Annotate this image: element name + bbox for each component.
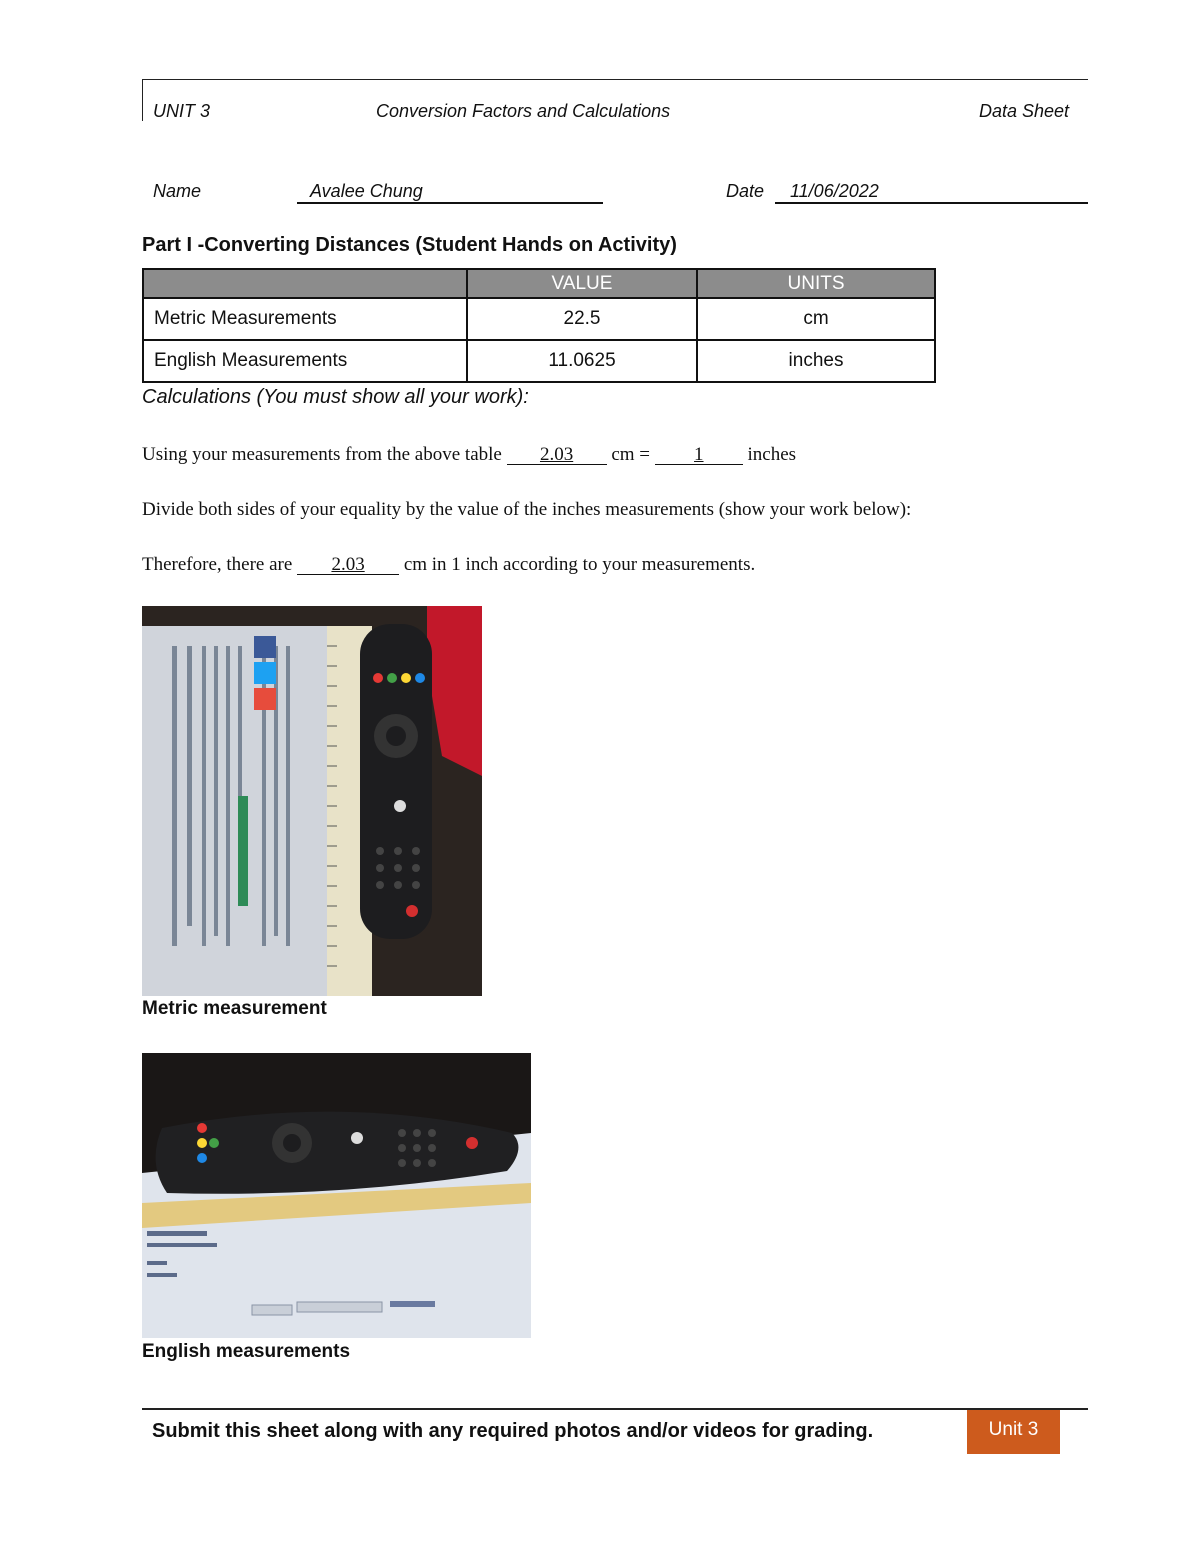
header-unit: UNIT 3	[153, 101, 211, 121]
calc-line-3	[142, 554, 755, 576]
row-value: 22.5	[467, 298, 697, 340]
english-caption: English measurements	[142, 1341, 351, 1362]
calculations-label: Calculations (You must show all your work):	[142, 386, 529, 408]
row-label: Metric Measurements	[143, 298, 467, 340]
inch-value: 1	[694, 444, 704, 465]
header-rule	[142, 79, 1088, 80]
unit-badge: Unit 3	[967, 1410, 1060, 1454]
calc-line-3-prefix: Therefore, there are	[142, 554, 293, 575]
cm-value: 2.03	[539, 444, 574, 465]
calc-line-1-prefix: Using your measurements from the above table	[142, 444, 502, 465]
calc-line-1-suffix: inches	[747, 444, 797, 465]
footer-text: Submit this sheet along with any required photos and/or videos for grading.	[152, 1420, 874, 1442]
calc-line-1	[142, 444, 796, 466]
date-value: 11/06/2022	[790, 181, 879, 201]
metric-photo	[142, 606, 482, 996]
measurements-table	[142, 268, 936, 383]
metric-caption: Metric measurement	[142, 998, 327, 1019]
date-label: Date	[726, 181, 765, 201]
result-blank	[297, 556, 399, 575]
row-label: English Measurements	[143, 340, 467, 382]
name-value: Avalee Chung	[310, 181, 423, 201]
calc-line-2: Divide both sides of your equality by the value of the inches measurements (show your work below):	[142, 499, 912, 520]
part1-title: Part I -Converting Distances (Student Hands on Activity)	[142, 234, 677, 256]
table-row	[143, 340, 935, 382]
header-sheet: Data Sheet	[979, 101, 1070, 121]
calc-line-1-mid: cm =	[611, 444, 651, 465]
table-row	[143, 298, 935, 340]
header-left-rule	[142, 79, 143, 121]
row-units: cm	[697, 298, 935, 340]
date-underline	[775, 202, 1088, 204]
table-header-cell: VALUE	[467, 269, 697, 298]
name-underline	[297, 202, 603, 204]
result-value: 2.03	[331, 554, 365, 575]
cm-value-blank	[507, 446, 607, 465]
row-units: inches	[697, 340, 935, 382]
table-header-cell	[143, 269, 467, 298]
table-header-cell: UNITS	[697, 269, 935, 298]
name-label: Name	[153, 181, 202, 201]
footer-rule	[142, 1408, 1088, 1410]
header-title: Conversion Factors and Calculations	[376, 101, 671, 121]
row-value: 11.0625	[467, 340, 697, 382]
inch-value-blank	[655, 446, 743, 465]
english-photo	[142, 1053, 531, 1338]
table-header-row	[143, 269, 935, 298]
metric-photo-illustration	[142, 606, 482, 996]
calc-line-3-suffix: cm in 1 inch according to your measurements.	[403, 554, 756, 575]
english-photo-illustration	[142, 1053, 531, 1338]
